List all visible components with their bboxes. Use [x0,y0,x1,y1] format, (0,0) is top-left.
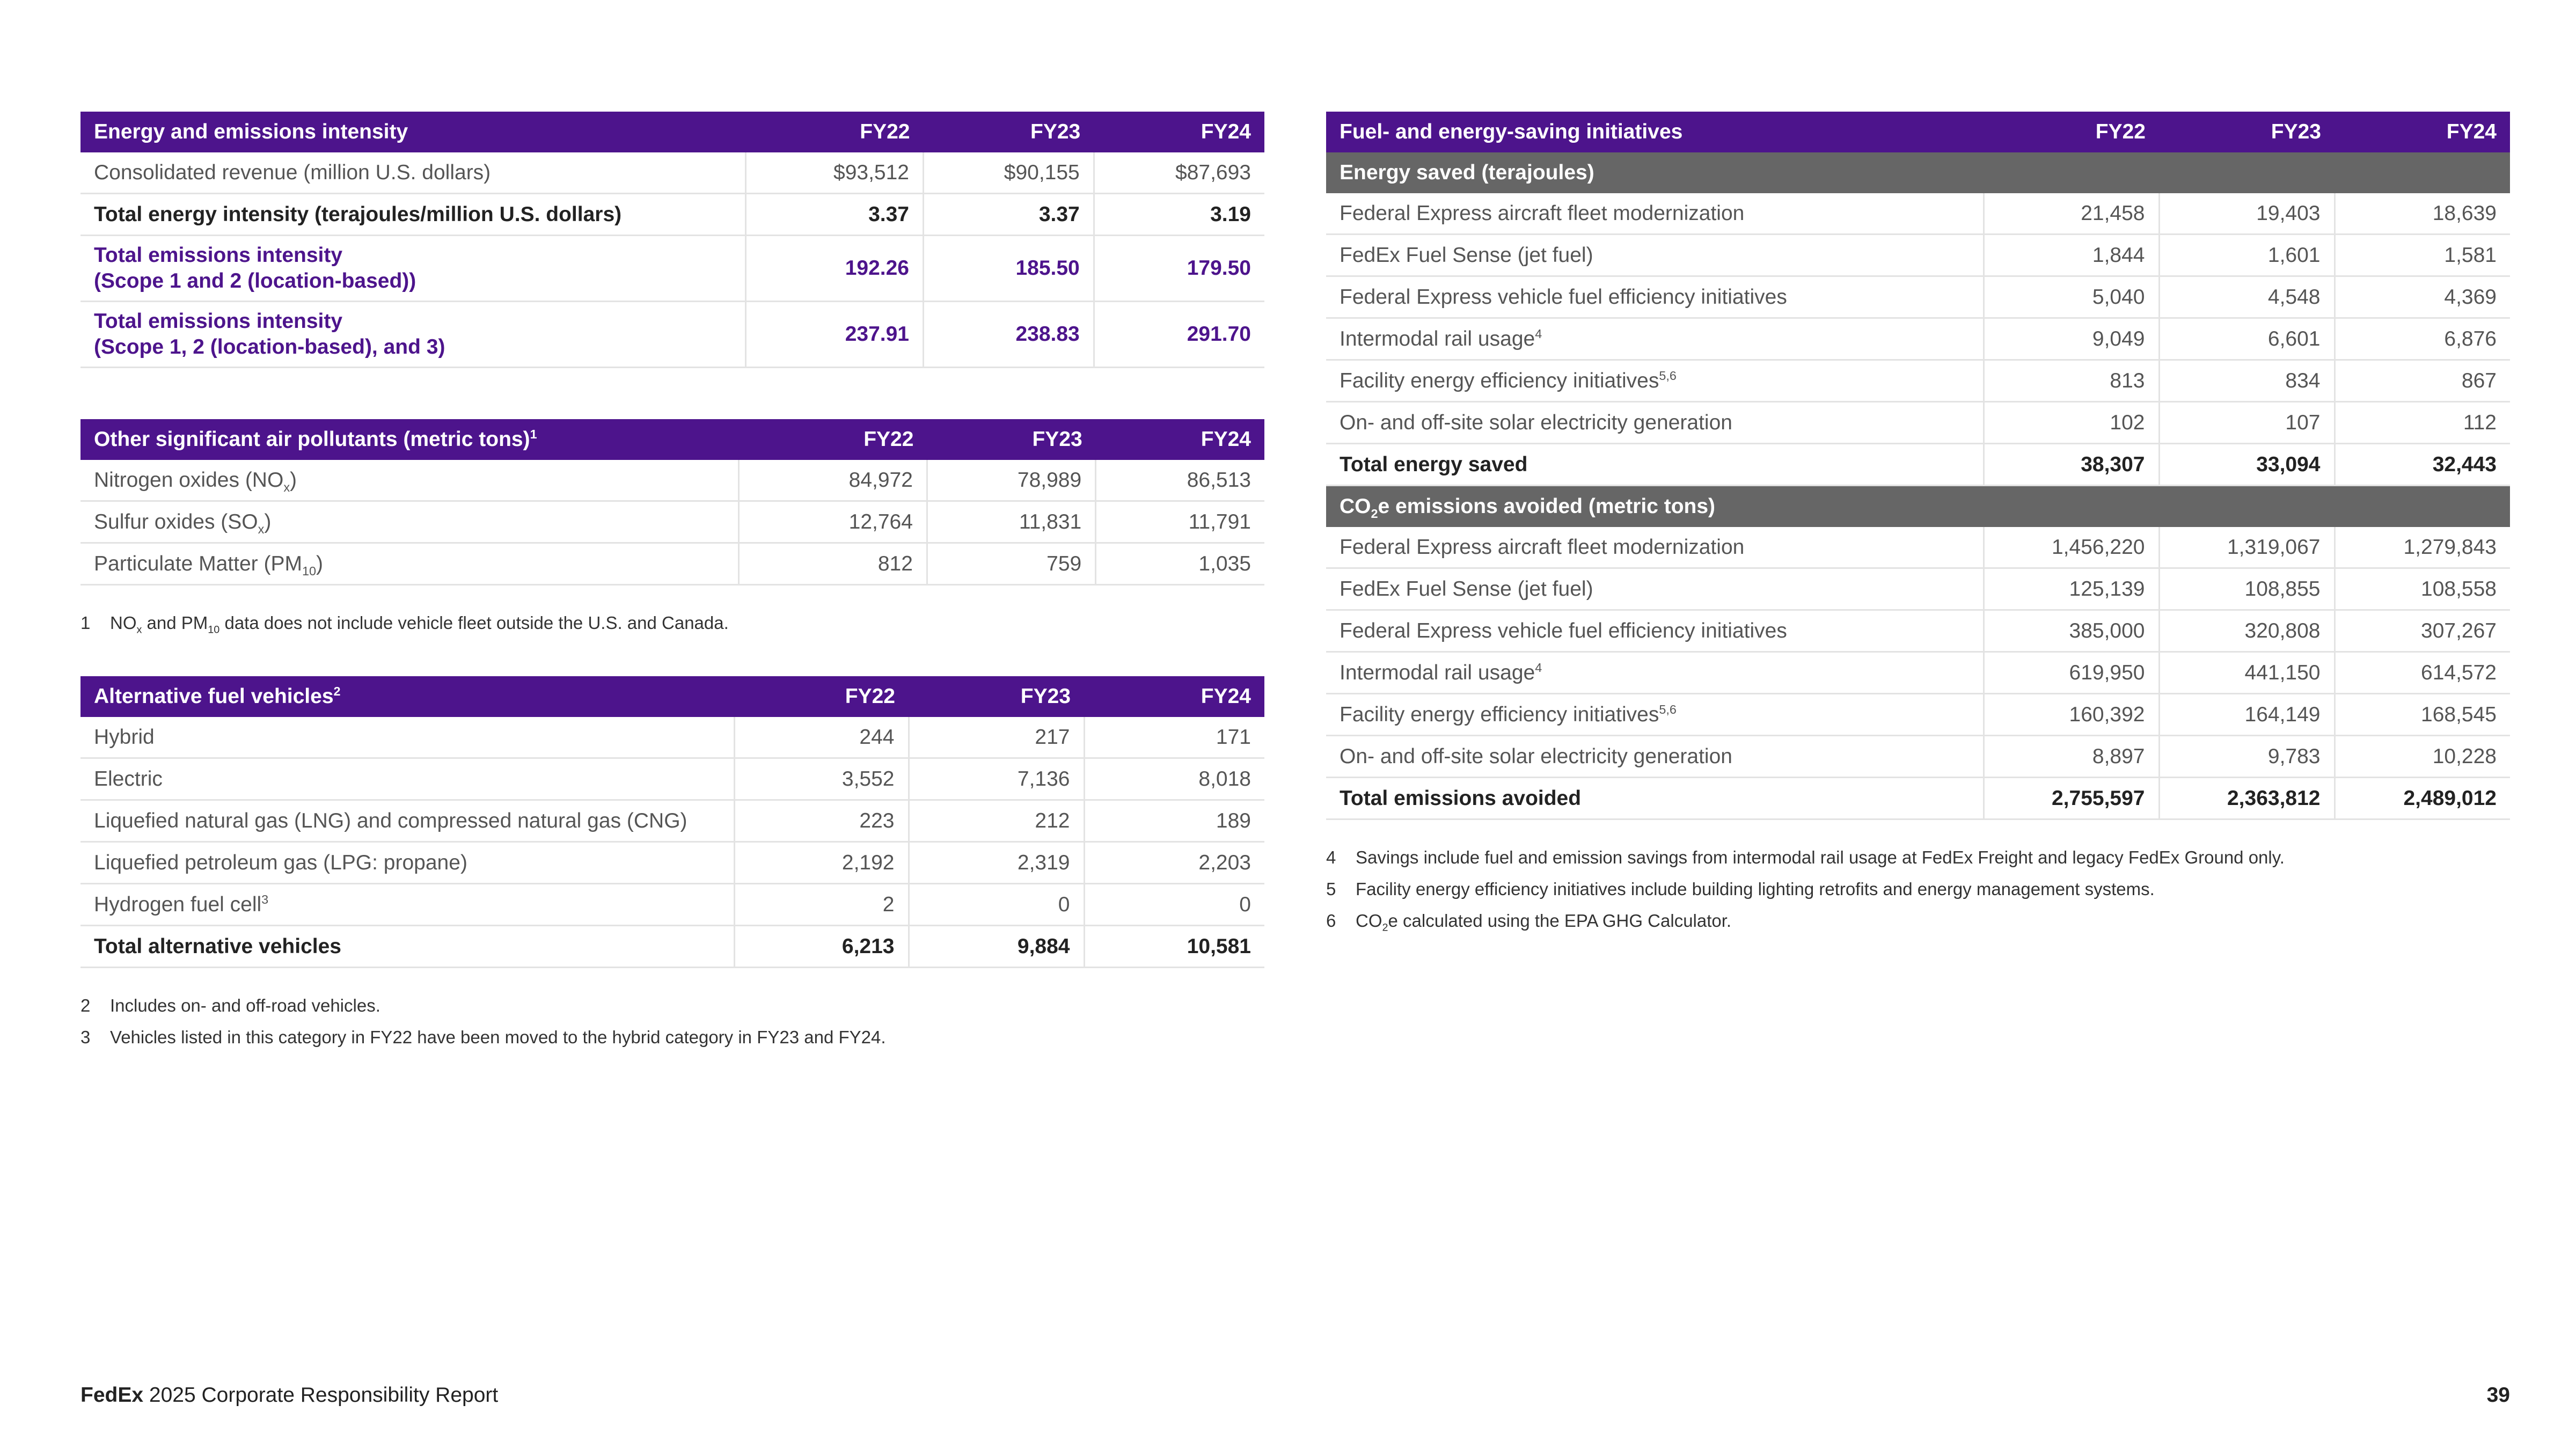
row-label-text: Federal Express vehicle fuel efficiency initiatives [1340,285,1787,309]
value-fy22: 2,192 [734,842,909,884]
column-header-fy24: FY24 [2334,112,2510,152]
column-header-fy23: FY23 [909,676,1084,717]
row-label-text: Intermodal rail usage [1340,327,1535,350]
row-label-text: Intermodal rail usage [1340,661,1535,684]
value-fy24: 3.19 [1094,194,1264,236]
value-fy22: $93,512 [746,152,924,194]
column-header-fy22: FY22 [734,676,909,717]
row-label-text: Sulfur oxides (SO [94,510,258,533]
table-row-total [1326,778,2510,819]
row-label-text: Nitrogen oxides (NO [94,468,284,492]
footnote-ref: 4 [1535,660,1542,675]
row-label [1326,778,1984,819]
value-fy24: 108,558 [2334,568,2510,610]
value-fy23: 9,884 [909,926,1084,968]
footnote-part: data does not include vehicle fleet outside the U.S. and Canada. [219,612,729,633]
value-fy22: 21,458 [1984,193,2159,235]
row-label-line1: Total emissions intensity [94,244,343,267]
table-title-text: Other significant air pollutants (metric tons) [94,428,530,451]
row-label-line2: (Scope 1 and 2 (location-based)) [94,269,416,292]
report-title: 2025 Corporate Responsibility Report [143,1384,499,1407]
row-label [1326,736,1984,778]
value-fy24: 11,791 [1096,501,1264,543]
footnote-number: 3 [80,1027,91,1047]
row-label [1326,360,1984,402]
row-label [1326,193,1984,235]
value-fy22: 1,844 [1984,235,2159,276]
footnote-ref: 2 [333,684,341,699]
air-pollutants-table [80,419,1264,586]
value-fy24: 179.50 [1094,236,1264,302]
footnote-text [1356,910,1732,934]
column-header-fy22: FY22 [746,112,924,152]
subscript: 2 [1382,921,1388,934]
row-label-text: Facility energy efficiency initiatives [1340,702,1659,726]
row-label-text: Liquefied natural gas (LNG) and compressed natural gas (CNG) [94,809,687,832]
value-fy24: 168,545 [2334,694,2510,736]
subscript: x [136,624,142,636]
row-label [80,543,738,585]
row-label [1326,402,1984,444]
footnote-ref: 5,6 [1659,702,1677,716]
left-column [80,112,1264,1053]
footnote [80,990,1264,1021]
column-header-fy23: FY23 [2159,112,2334,152]
value-fy22: 2 [734,884,909,926]
row-label-text: Electric [94,767,163,791]
row-label-line1: Total emissions intensity [94,310,343,333]
table-row [1326,694,2510,736]
row-label-text: Federal Express aircraft fleet modernization [1340,535,1745,559]
subscript: 10 [208,624,220,636]
table-row [1326,235,2510,276]
energy-intensity-table [80,112,1264,368]
value-fy23: 217 [909,717,1084,758]
value-fy24: 291.70 [1094,302,1264,368]
row-label-text: Facility energy efficiency initiatives [1340,369,1659,392]
row-label [1326,444,1984,486]
value-fy22: 6,213 [734,926,909,968]
page-number: 39 [2486,1384,2510,1407]
footnote-number: 1 [80,612,91,633]
subscript: 10 [302,564,316,578]
row-label-text: On- and off-site solar electricity generation [1340,411,1732,434]
table-row [80,152,1264,194]
row-label [1326,318,1984,360]
value-fy22: 237.91 [746,302,924,368]
footnote-part: NO [110,612,137,633]
footnote-number: 4 [1326,847,1336,867]
column-header-fy23: FY23 [927,419,1095,460]
value-fy22: 9,049 [1984,318,2159,360]
value-fy24: 1,581 [2334,235,2510,276]
section-title [1326,486,2510,528]
row-label [80,926,734,968]
table-row [80,194,1264,236]
footnote-part: CO [1356,910,1382,931]
value-fy22: 619,950 [1984,652,2159,694]
row-label-text: Particulate Matter (PM [94,552,302,575]
footnote-part: e calculated using the EPA GHG Calculator. [1388,910,1732,931]
subscript: x [258,522,265,536]
value-fy23: 185.50 [924,236,1094,302]
value-fy23: 33,094 [2159,444,2334,486]
row-label [1326,610,1984,652]
value-fy23: 78,989 [927,460,1095,501]
spacer [80,639,1264,676]
value-fy24: 6,876 [2334,318,2510,360]
footnote-text: Includes on- and off-road vehicles. [110,995,380,1015]
section-header-energy-saved [1326,152,2510,193]
table-title: Energy and emissions intensity [80,112,746,152]
table-title [80,419,738,460]
value-fy23: 108,855 [2159,568,2334,610]
value-fy22: 38,307 [1984,444,2159,486]
column-header-fy22: FY22 [738,419,927,460]
table-row-total [80,926,1264,968]
value-fy22: 3.37 [746,194,924,236]
alternative-fuel-vehicles-table [80,676,1264,968]
value-fy24: $87,693 [1094,152,1264,194]
table-header-row [1326,112,2510,152]
value-fy23: 11,831 [927,501,1095,543]
value-fy24: 0 [1084,884,1264,926]
value-fy23: 19,403 [2159,193,2334,235]
value-fy24: 8,018 [1084,758,1264,800]
table-row [1326,276,2510,318]
table-header-row [80,112,1264,152]
brand-name: FedEx [80,1384,144,1407]
value-fy24: 86,513 [1096,460,1264,501]
footnote-text: Savings include fuel and emission savings from intermodal rail usage at FedEx Freight and legacy FedEx Ground only. [1356,847,2285,867]
table-header-row [80,676,1264,717]
value-fy24: 112 [2334,402,2510,444]
value-fy24: 10,228 [2334,736,2510,778]
row-label-text: Hydrogen fuel cell [94,892,262,916]
value-fy22: 813 [1984,360,2159,402]
row-label-text: Total energy saved [1340,452,1528,476]
value-fy24: 614,572 [2334,652,2510,694]
value-fy23: 9,783 [2159,736,2334,778]
row-label [80,460,738,501]
value-fy22: 244 [734,717,909,758]
value-fy23: 4,548 [2159,276,2334,318]
value-fy24: 18,639 [2334,193,2510,235]
row-label-text: On- and off-site solar electricity generation [1340,744,1732,768]
row-label [80,800,734,842]
footnote [1326,873,2510,905]
row-label [80,758,734,800]
row-label-text: Liquefied petroleum gas (LPG: propane) [94,851,467,874]
table-title [80,676,734,717]
value-fy23: 2,363,812 [2159,778,2334,819]
table-row [80,842,1264,884]
pollutants-footnotes [80,607,1264,639]
value-fy22: 385,000 [1984,610,2159,652]
footnote [80,607,1264,639]
table-row [1326,568,2510,610]
value-fy22: 102 [1984,402,2159,444]
table-title: Fuel- and energy-saving initiatives [1326,112,1984,152]
table-row [1326,527,2510,568]
value-fy24: 171 [1084,717,1264,758]
row-label-close: ) [264,510,272,533]
footnote [1326,841,2510,873]
value-fy22: 2,755,597 [1984,778,2159,819]
value-fy24: 1,035 [1096,543,1264,585]
table-row [80,501,1264,543]
fuel-footnotes [1326,841,2510,936]
value-fy23: 6,601 [2159,318,2334,360]
value-fy22: 223 [734,800,909,842]
row-label [1326,694,1984,736]
row-label [1326,235,1984,276]
row-label-text: FedEx Fuel Sense (jet fuel) [1340,577,1593,601]
row-label [80,884,734,926]
table-row [1326,610,2510,652]
table-header-row [80,419,1264,460]
value-fy22: 5,040 [1984,276,2159,318]
subscript: 2 [1371,507,1378,521]
value-fy24: 1,279,843 [2334,527,2510,568]
value-fy23: 2,319 [909,842,1084,884]
table-row [80,460,1264,501]
section-title-part: CO [1340,495,1371,518]
table-row [1326,652,2510,694]
value-fy24: 4,369 [2334,276,2510,318]
value-fy23: 441,150 [2159,652,2334,694]
value-fy23: 0 [909,884,1084,926]
row-label [80,842,734,884]
column-header-fy22: FY22 [1984,112,2159,152]
vehicles-footnotes [80,990,1264,1053]
footnote-ref: 4 [1535,326,1542,341]
value-fy22: 3,552 [734,758,909,800]
footnote-number: 5 [1326,879,1336,899]
row-label-close: ) [316,552,323,575]
value-fy22: 1,456,220 [1984,527,2159,568]
value-fy24: 10,581 [1084,926,1264,968]
footnote-ref: 5,6 [1659,368,1677,383]
value-fy23: 212 [909,800,1084,842]
row-label-line2: (Scope 1, 2 (location-based), and 3) [94,335,445,358]
table-row [80,717,1264,758]
row-label-text: Total alternative vehicles [94,934,341,958]
footnote-ref: 3 [261,892,269,906]
footnote-ref: 1 [530,427,537,442]
column-header-fy24: FY24 [1096,419,1264,460]
value-fy23: 759 [927,543,1095,585]
value-fy22: 125,139 [1984,568,2159,610]
section-title-part: e emissions avoided (metric tons) [1378,495,1716,518]
row-label-text: Federal Express vehicle fuel efficiency initiatives [1340,619,1787,642]
table-row [1326,402,2510,444]
value-fy24: 867 [2334,360,2510,402]
row-label [80,302,746,368]
footnote-text: Facility energy efficiency initiatives include building lighting retrofits and energy management systems. [1356,879,2155,899]
column-header-fy23: FY23 [924,112,1094,152]
value-fy23: 1,601 [2159,235,2334,276]
row-label: Consolidated revenue (million U.S. dollars) [80,152,746,194]
value-fy24: 189 [1084,800,1264,842]
value-fy22: 192.26 [746,236,924,302]
value-fy22: 812 [738,543,927,585]
value-fy23: 238.83 [924,302,1094,368]
footnote-text [110,612,729,636]
row-label [1326,652,1984,694]
row-label-text: FedEx Fuel Sense (jet fuel) [1340,243,1593,267]
value-fy23: 164,149 [2159,694,2334,736]
value-fy22: 12,764 [738,501,927,543]
footnote [80,1021,1264,1053]
row-label [80,501,738,543]
footnote-number: 2 [80,995,91,1015]
table-title-text: Alternative fuel vehicles [94,685,334,708]
section-title: Energy saved (terajoules) [1326,152,2510,193]
row-label: Total energy intensity (terajoules/million U.S. dollars) [80,194,746,236]
value-fy23: 320,808 [2159,610,2334,652]
row-label [1326,276,1984,318]
value-fy22: 84,972 [738,460,927,501]
value-fy24: 2,203 [1084,842,1264,884]
spacer [80,368,1264,419]
table-row [1326,318,2510,360]
value-fy22: 8,897 [1984,736,2159,778]
row-label-text: Federal Express aircraft fleet modernization [1340,201,1745,225]
value-fy23: 107 [2159,402,2334,444]
table-row [80,884,1264,926]
footnote-text: Vehicles listed in this category in FY22 have been moved to the hybrid category in FY23 and FY24. [110,1027,886,1047]
value-fy24: 2,489,012 [2334,778,2510,819]
footnote [1326,905,2510,936]
value-fy23: 834 [2159,360,2334,402]
value-fy22: 160,392 [1984,694,2159,736]
table-row [1326,360,2510,402]
right-column [1326,112,2510,936]
row-label-close: ) [290,468,297,492]
column-header-fy24: FY24 [1084,676,1264,717]
row-label [1326,527,1984,568]
section-header-emissions-avoided [1326,486,2510,528]
value-fy23: 7,136 [909,758,1084,800]
table-row-total [1326,444,2510,486]
table-row [80,302,1264,368]
table-row [1326,736,2510,778]
row-label [80,717,734,758]
subscript: x [283,480,290,494]
report-footer-title [80,1384,498,1407]
value-fy23: $90,155 [924,152,1094,194]
footnote-number: 6 [1326,910,1336,931]
value-fy23: 3.37 [924,194,1094,236]
table-row [1326,193,2510,235]
column-header-fy24: FY24 [1094,112,1264,152]
row-label-text: Total emissions avoided [1340,786,1582,810]
value-fy24: 307,267 [2334,610,2510,652]
row-label [80,236,746,302]
table-row [80,543,1264,585]
value-fy23: 1,319,067 [2159,527,2334,568]
value-fy24: 32,443 [2334,444,2510,486]
table-row [80,758,1264,800]
row-label-text: Hybrid [94,725,155,749]
table-row [80,800,1264,842]
footnote-part: and PM [142,612,208,633]
row-label [1326,568,1984,610]
fuel-energy-saving-table [1326,112,2510,820]
table-row [80,236,1264,302]
